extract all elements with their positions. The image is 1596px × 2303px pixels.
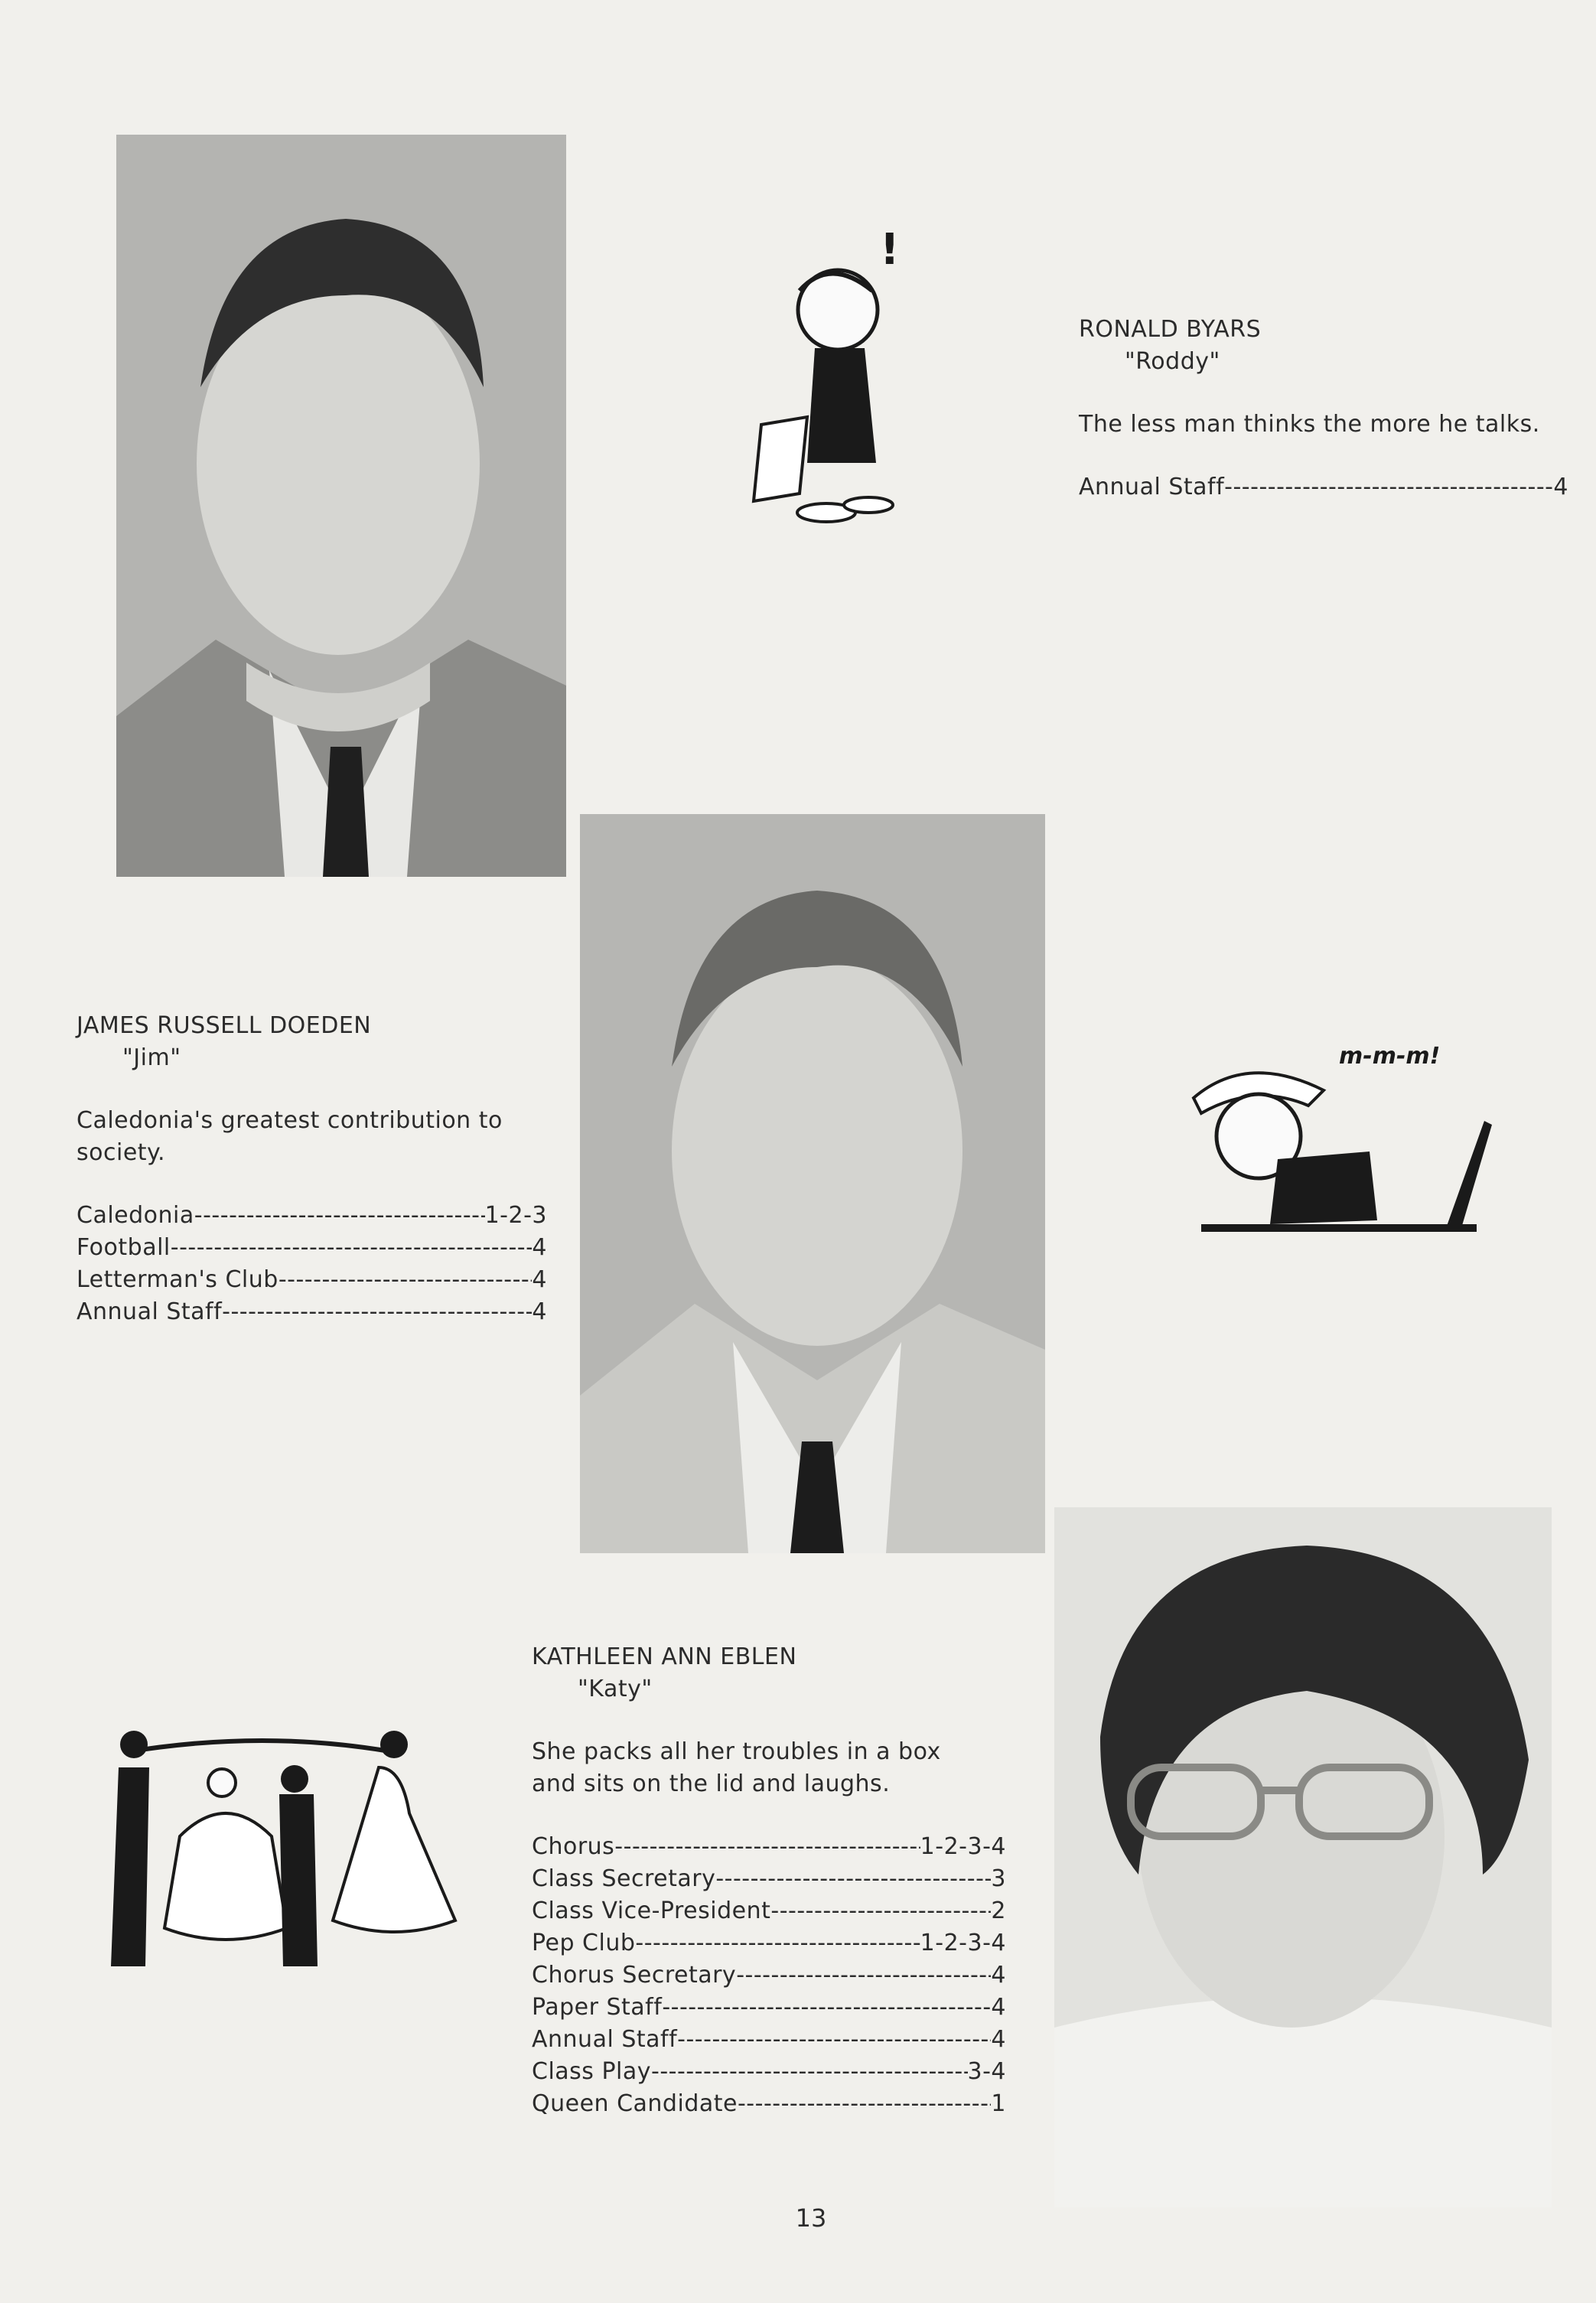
activity-list: [77, 1200, 547, 1328]
activity-years: 3-4: [967, 2058, 1006, 2085]
activity-row: [532, 2088, 1006, 2120]
svg-text:!: !: [880, 225, 900, 275]
activity-row: [532, 1895, 1006, 1927]
square-dancers-cartoon: [65, 1722, 463, 1974]
student-nickname: "Katy": [578, 1676, 653, 1702]
activity-row: [532, 1863, 1006, 1895]
student-quote: She packs all her troubles in a box and sits on the lid and laughs.: [532, 1738, 941, 1797]
activity-label: Class Play: [532, 2058, 652, 2085]
portrait-photo-ronald-byars: [116, 135, 566, 877]
activity-row: [532, 1831, 1006, 1863]
activity-years: 3: [991, 1865, 1006, 1892]
activity-row: [532, 1992, 1006, 2024]
hmm-text: m-m-m!: [1339, 1043, 1441, 1070]
activity-list: [1079, 471, 1568, 503]
student-entry-kathleen-eblen: [532, 1641, 1006, 2120]
activity-years: 4: [991, 1994, 1006, 2021]
activity-label: Annual Staff: [1079, 474, 1225, 500]
activity-label: Class Secretary: [532, 1865, 716, 1892]
student-entry-james-doeden: [77, 1010, 547, 1328]
portrait-photo-kathleen-eblen: [1054, 1507, 1552, 2207]
activity-years: 4: [532, 1234, 547, 1261]
activity-years: 4: [991, 2026, 1006, 2053]
portrait-photo-james-doeden: [580, 814, 1045, 1553]
activity-list: [532, 1831, 1006, 2120]
activity-row: [532, 2024, 1006, 2056]
student-name: JAMES RUSSELL DOEDEN: [77, 1012, 372, 1039]
activity-row: [1079, 471, 1568, 503]
activity-years: 1: [991, 2090, 1006, 2117]
activity-years: 1-2-3: [484, 1202, 547, 1229]
activity-row: [532, 1927, 1006, 1959]
whistling-boy-cartoon: [738, 218, 930, 532]
activity-years: 4: [532, 1266, 547, 1293]
student-name: KATHLEEN ANN EBLEN: [532, 1643, 797, 1670]
page-number: 13: [795, 2204, 827, 2233]
student-entry-ronald-byars: [1079, 314, 1568, 503]
student-name: RONALD BYARS: [1079, 316, 1262, 343]
activity-years: 1-2-3-4: [920, 1930, 1006, 1956]
activity-years: 4: [1553, 474, 1568, 500]
activity-label: Paper Staff: [532, 1994, 663, 2021]
activity-row: [77, 1296, 547, 1328]
hmm-boy-cartoon: [1186, 1029, 1507, 1251]
activity-label: Chorus: [532, 1833, 615, 1860]
activity-label: Caledonia: [77, 1202, 194, 1229]
activity-years: 4: [991, 1962, 1006, 1989]
activity-years: 1-2-3-4: [920, 1833, 1006, 1860]
activity-years: 2: [991, 1897, 1006, 1924]
student-quote: Caledonia's greatest contribution to society.: [77, 1107, 503, 1166]
activity-row: [532, 1959, 1006, 1992]
activity-label: Annual Staff: [532, 2026, 678, 2053]
activity-row: [77, 1232, 547, 1264]
student-quote: The less man thinks the more he talks.: [1079, 411, 1540, 438]
activity-label: Chorus Secretary: [532, 1962, 737, 1989]
student-nickname: "Roddy": [1125, 348, 1220, 375]
activity-label: Pep Club: [532, 1930, 636, 1956]
activity-label: Annual Staff: [77, 1298, 223, 1325]
activity-row: [532, 2056, 1006, 2088]
activity-years: 4: [532, 1298, 547, 1325]
activity-label: Letterman's Club: [77, 1266, 278, 1293]
activity-label: Class Vice-President: [532, 1897, 771, 1924]
student-nickname: "Jim": [122, 1044, 181, 1071]
activity-row: [77, 1200, 547, 1232]
activity-row: [77, 1264, 547, 1296]
activity-label: Queen Candidate: [532, 2090, 738, 2117]
activity-label: Football: [77, 1234, 171, 1261]
